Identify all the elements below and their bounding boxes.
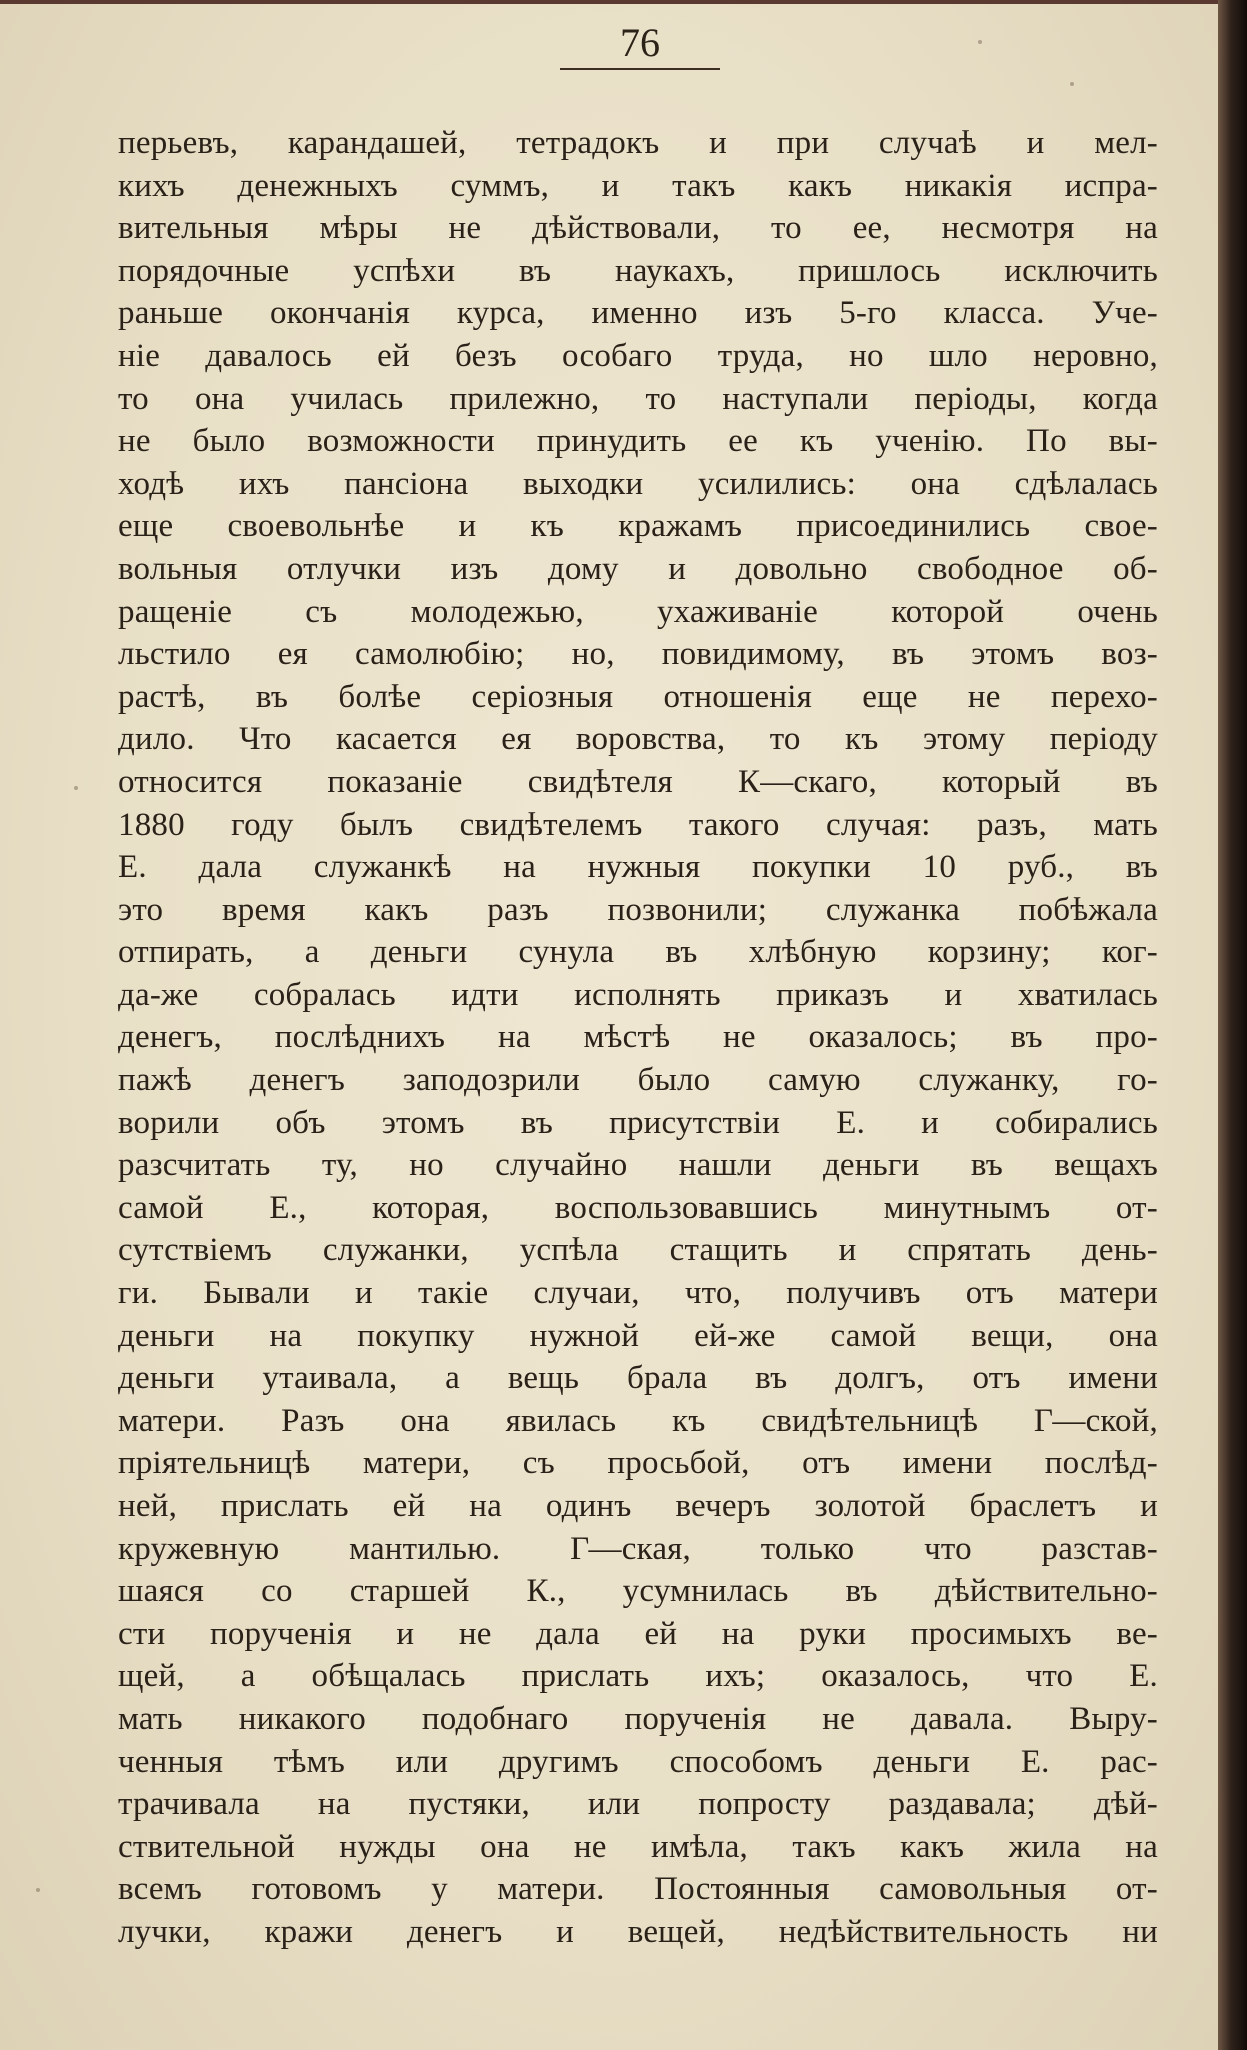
text-line: ги. Бывали и такіе случаи, что, получивъ отъ матери: [118, 1275, 1158, 1312]
text-line: ходѣ ихъ пансіона выходки усилились: она сдѣлалась: [118, 465, 1158, 502]
text-line: деньги на покупку нужной ей-же самой вещи, она: [118, 1317, 1158, 1354]
text-line: ворили объ этомъ въ присутствіи Е. и собирались: [118, 1104, 1158, 1141]
text-line: ченныя тѣмъ или другимъ способомъ деньги Е. рас-: [118, 1743, 1158, 1780]
paper-speck: [74, 786, 78, 790]
text-line: это время какъ разъ позвонили; служанка побѣжала: [118, 891, 1158, 928]
text-line: самой Е., которая, воспользовавшись минутнымъ от-: [118, 1189, 1158, 1226]
text-line: лучки, кражи денегъ и вещей, недѣйствительность ни: [118, 1913, 1158, 1950]
text-line: льстило ея самолюбію; но, повидимому, въ этомъ воз-: [118, 636, 1158, 673]
text-line: растѣ, въ болѣе серіозныя отношенія еще не перехо-: [118, 678, 1158, 715]
text-line: пажѣ денегъ заподозрили было самую служанку, го-: [118, 1062, 1158, 1099]
text-line: мать никакого подобнаго порученія не давала. Выру-: [118, 1700, 1158, 1737]
text-line: то она училась прилежно, то наступали періоды, когда: [118, 380, 1158, 417]
text-line: дило. Что касается ея воровства, то къ этому періоду: [118, 721, 1158, 758]
page-number-rule: [560, 68, 720, 70]
text-line: пріятельницѣ матери, съ просьбой, отъ имени послѣд-: [118, 1445, 1158, 1482]
text-line: вительныя мѣры не дѣйствовали, то ее, несмотря на: [118, 210, 1158, 247]
text-line: щей, а обѣщалась прислать ихъ; оказалось, что Е.: [118, 1658, 1158, 1695]
text-line: отпирать, а деньги сунула въ хлѣбную корзину; ког-: [118, 934, 1158, 971]
body-text: [118, 122, 1158, 1954]
text-line: порядочные успѣхи въ наукахъ, пришлось исключить: [118, 252, 1158, 289]
text-line: кихъ денежныхъ суммъ, и такъ какъ никакія испра-: [118, 167, 1158, 204]
text-line: раньше окончанія курса, именно изъ 5-го класса. Уче-: [118, 295, 1158, 332]
page-top-edge: [0, 0, 1218, 4]
text-line: сутствіемъ служанки, успѣла стащить и спрятать день-: [118, 1232, 1158, 1269]
text-line: ращеніе съ молодежью, ухаживаніе которой очень: [118, 593, 1158, 630]
text-line: вольныя отлучки изъ дому и довольно свободное об-: [118, 550, 1158, 587]
text-line: трачивала на пустяки, или попросту раздавала; дѣй-: [118, 1786, 1158, 1823]
text-line: 1880 году былъ свидѣтелемъ такого случая: разъ, мать: [118, 806, 1158, 843]
text-line: да-же собралась идти исполнять приказъ и хватилась: [118, 976, 1158, 1013]
book-spine-shadow: [1218, 0, 1247, 2050]
text-line: шаяся со старшей К., усумнилась въ дѣйствительно-: [118, 1573, 1158, 1610]
paper-speck: [978, 40, 982, 44]
text-line: всемъ готовомъ у матери. Постоянныя самовольныя от-: [118, 1871, 1158, 1908]
paper-speck: [36, 1888, 40, 1892]
paper-speck: [1070, 82, 1074, 86]
text-line: ней, прислать ей на одинъ вечеръ золотой браслетъ и: [118, 1488, 1158, 1524]
page-number: 76: [620, 20, 660, 65]
text-line: деньги утаивала, а вещь брала въ долгъ, отъ имени: [118, 1360, 1158, 1397]
text-line: кружевную мантилью. Г—ская, только что разстав-: [118, 1530, 1158, 1567]
text-line: разсчитать ту, но случайно нашли деньги въ вещахъ: [118, 1147, 1158, 1184]
text-line: еще своевольнѣе и къ кражамъ присоединились свое-: [118, 508, 1158, 545]
text-line: матери. Разъ она явилась къ свидѣтельницѣ Г—ской,: [118, 1402, 1158, 1439]
text-line: сти порученія и не дала ей на руки просимыхъ ве-: [118, 1615, 1158, 1652]
text-line: Е. дала служанкѣ на нужныя покупки 10 руб., въ: [118, 849, 1158, 886]
text-line: перьевъ, карандашей, тетрадокъ и при случаѣ и мел-: [118, 125, 1158, 161]
text-line: денегъ, послѣднихъ на мѣстѣ не оказалось; въ про-: [118, 1019, 1158, 1056]
text-line: ствительной нужды она не имѣла, такъ какъ жила на: [118, 1828, 1158, 1865]
text-line: не было возможности принудить ее къ ученію. По вы-: [118, 423, 1158, 460]
text-line: ніе давалось ей безъ особаго труда, но шло неровно,: [118, 337, 1158, 374]
text-line: относится показаніе свидѣтеля К—скаго, который въ: [118, 763, 1158, 800]
